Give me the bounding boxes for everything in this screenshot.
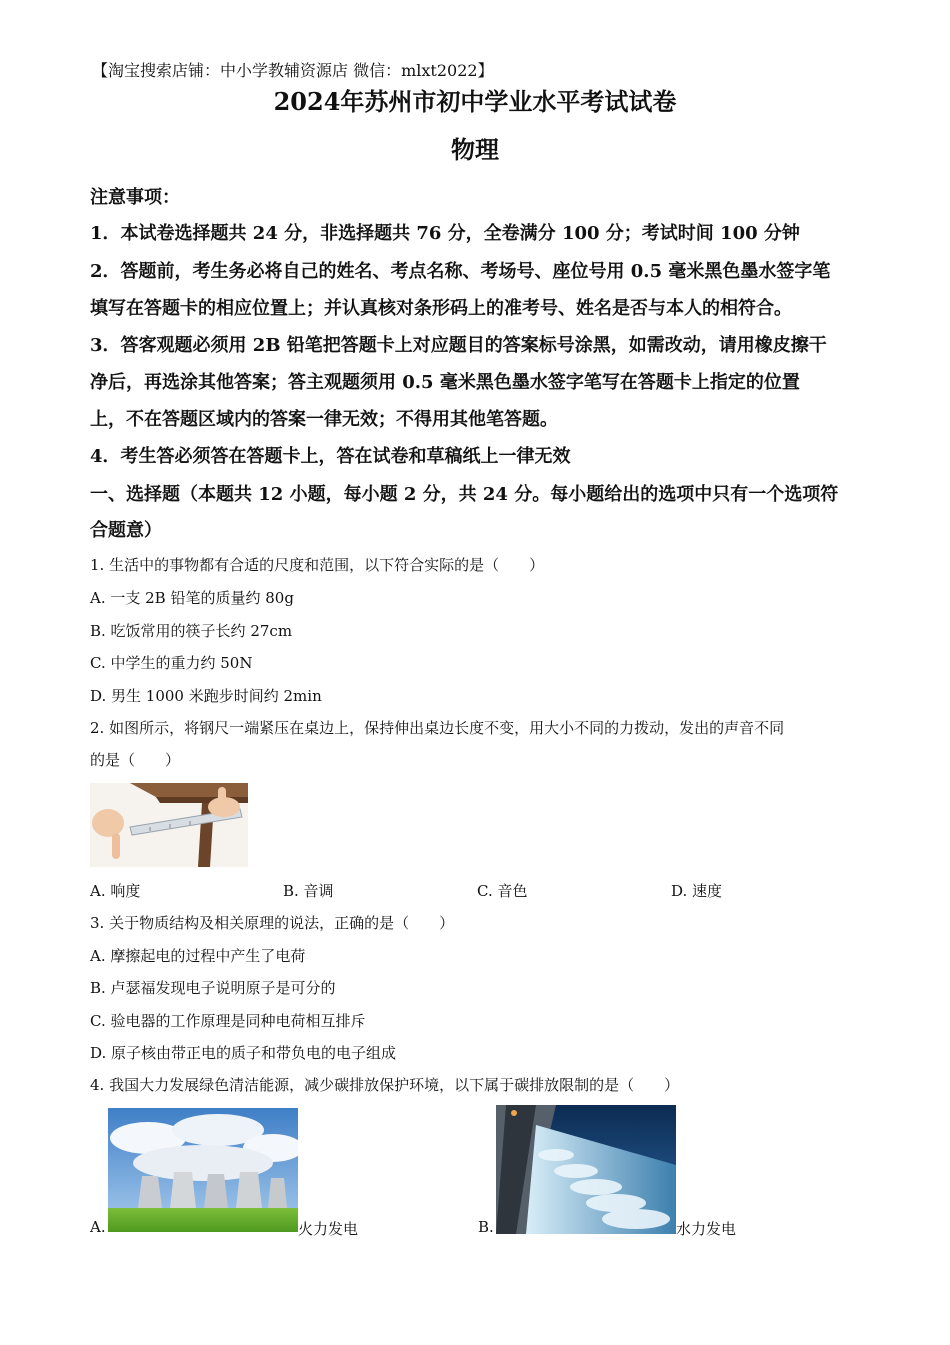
q4-option-b-letter: B. [478,1218,494,1236]
q1-option-b: B. 吃饭常用的筷子长约 27cm [90,622,293,640]
q3-option-b: B. 卢瑟福发现电子说明原子是可分的 [90,979,336,997]
hydropower-dam-image [496,1105,676,1234]
q2-option-a: A. 响度 [90,882,141,900]
notice-line-5: 净后，再选涂其他答案；答主观题须用 0.5 毫米黑色墨水签字笔写在答题卡上指定的位置 [90,372,800,393]
q2-option-c: C. 音色 [477,882,528,900]
q1-option-d: D. 男生 1000 米跑步时间约 2min [90,687,322,705]
q2-option-b: B. 音调 [283,882,334,900]
q2-stem-line-2: 的是（ ） [90,751,181,769]
notice-line-4: 3．答客观题必须用 2B 铅笔把答题卡上对应题目的答案标号涂黑，如需改动，请用橡皮擦干 [90,335,827,356]
q4-option-a-letter: A. [90,1218,106,1236]
q1-stem: 1. 生活中的事物都有合适的尺度和范围，以下符合实际的是（ ） [90,556,545,574]
section-heading-line-1: 一、选择题（本题共 12 小题，每小题 2 分，共 24 分。每小题给出的选项中只有一个选项符 [90,484,839,505]
q1-option-a: A. 一支 2B 铅笔的质量约 80g [90,589,294,607]
q3-option-d: D. 原子核由带正电的质子和带负电的电子组成 [90,1044,397,1062]
q4-option-a-caption: 火力发电 [298,1220,359,1238]
thermal-power-plant-image [108,1108,298,1232]
page-title: 2024年苏州市初中学业水平考试试卷 [273,87,677,116]
q1-option-c: C. 中学生的重力约 50N [90,654,253,672]
q3-option-c: C. 验电器的工作原理是同种电荷相互排斥 [90,1012,366,1030]
q3-option-a: A. 摩擦起电的过程中产生了电荷 [90,947,306,965]
q2-stem-line-1: 2. 如图所示，将钢尺一端紧压在桌边上，保持伸出桌边长度不变，用大小不同的力拨动，发出的声音不同 [90,719,785,737]
notice-line-3: 填写在答题卡的相应位置上；并认真核对条形码上的准考号、姓名是否与本人的相符合。 [90,298,792,319]
q3-stem: 3. 关于物质结构及相关原理的说法，正确的是（ ） [90,914,455,932]
q4-stem: 4. 我国大力发展绿色清洁能源，减少碳排放保护环境，以下属于碳排放限制的是（ ） [90,1076,680,1094]
notice-line-7: 4．考生答必须答在答题卡上，答在试卷和草稿纸上一律无效 [90,446,571,467]
notice-heading: 注意事项： [90,187,180,208]
ruler-on-desk-figure [90,783,248,867]
watermark-text: 【淘宝搜索店铺：中小学教辅资源店 微信：mlxt2022】 [92,61,494,80]
notice-line-1: 1．本试卷选择题共 24 分，非选择题共 76 分，全卷满分 100 分；考试时间 100 分钟 [90,223,800,244]
q2-option-d: D. 速度 [671,882,723,900]
section-heading-line-2: 合题意） [90,520,162,541]
notice-line-6: 上，不在答题区域内的答案一律无效；不得用其他笔答题。 [90,409,558,430]
subject-title: 物理 [451,135,499,164]
q4-option-b-caption: 水力发电 [676,1220,737,1238]
notice-line-2: 2．答题前，考生务必将自己的姓名、考点名称、考场号、座位号用 0.5 毫米黑色墨水签字笔 [90,261,831,282]
